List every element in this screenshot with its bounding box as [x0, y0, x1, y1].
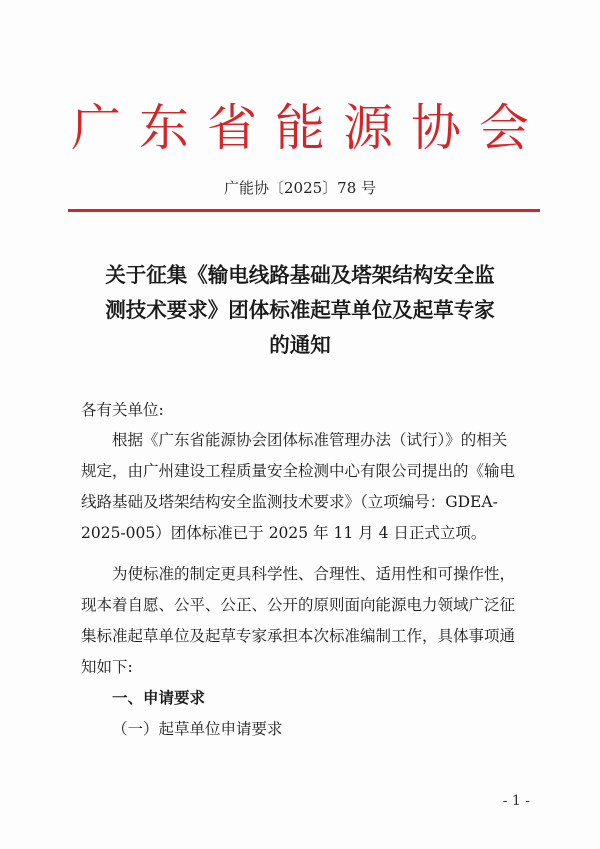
subsection-heading-drafting-unit: （一）起草单位申请要求 — [112, 720, 283, 738]
organization-title: 广东省能源协会 — [71, 99, 547, 157]
notice-title-line: 的通知 — [269, 333, 331, 357]
section-heading-requirements: 一、申请要求 — [112, 689, 206, 707]
paragraph-line: 根据《广东省能源协会团体标准管理办法（试行）》的相关 — [112, 431, 508, 449]
paragraph-line: 为使标准的制定更具科学性、合理性、适用性和可操作性， — [112, 565, 516, 583]
red-header-rule — [68, 209, 540, 212]
paragraph-line: 集标准起草单位及起草专家承担本次标准编制工作，具体事项通 — [81, 627, 516, 645]
notice-title-line: 关于征集《输电线路基础及塔架结构安全监 — [105, 263, 495, 287]
paragraph-line: 2025-005）团体标准已于 2025 年 11 月 4 日正式立项。 — [81, 524, 487, 542]
notice-title — [60, 258, 540, 363]
notice-title-line: 测技术要求》团体标准起草单位及起草专家 — [105, 298, 495, 322]
paragraph-line: 知如下: — [81, 658, 133, 676]
document-number: 广能协〔2025〕78 号 — [223, 179, 377, 197]
salutation: 各有关单位: — [81, 401, 164, 419]
paragraph-background — [81, 425, 529, 549]
paragraph-purpose — [81, 559, 529, 683]
paragraph-line: 现本着自愿、公平、公正、公开的原则面向能源电力领域广泛征 — [81, 596, 516, 614]
paragraph-line: 线路基础及塔架结构安全监测技术要求》（立项编号：GDEA- — [81, 493, 498, 511]
paragraph-line: 规定，由广州建设工程质量安全检测中心有限公司提出的《输电 — [81, 462, 516, 480]
page-number: - 1 - — [502, 793, 530, 809]
